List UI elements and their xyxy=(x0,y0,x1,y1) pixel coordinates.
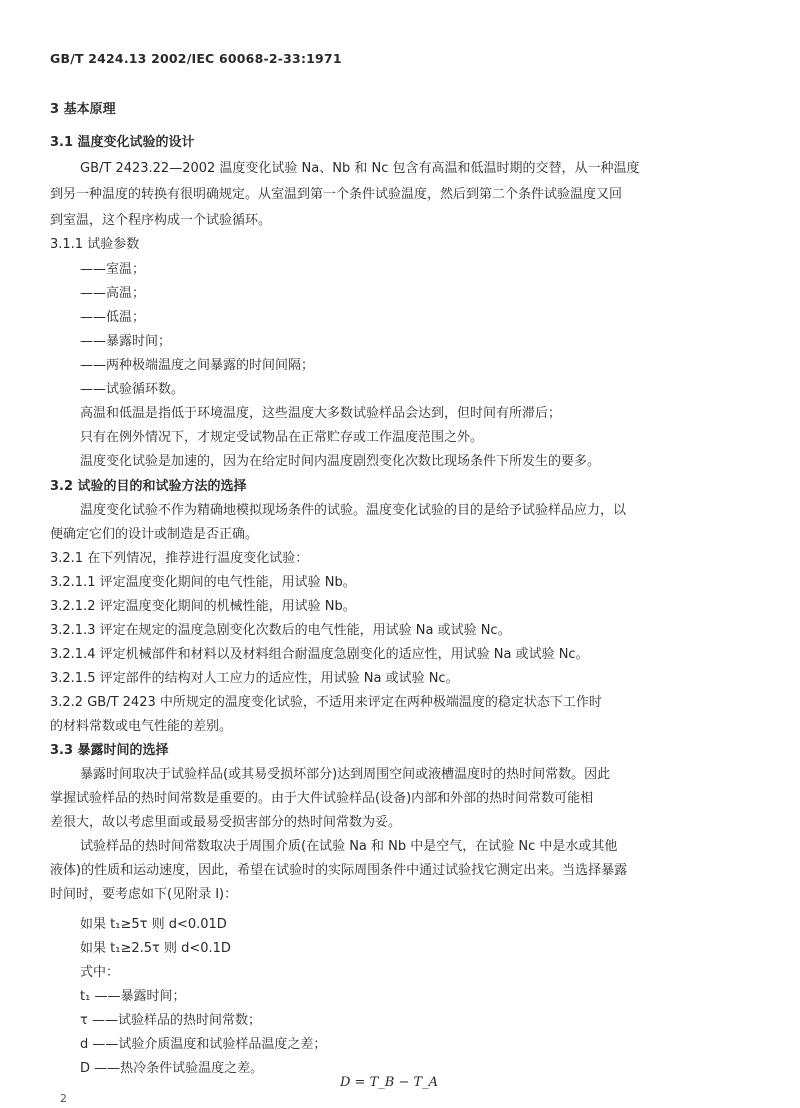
list-item: ——高温； xyxy=(80,286,146,301)
standard-header: GB/T 2424.13 2002/IEC 60068-2-33:1971 xyxy=(50,51,342,66)
condition-line: 如果 t₁≥5τ 则 d<0.01D xyxy=(80,917,227,932)
paragraph-line: 试验样品的热时间常数取决于周围介质(在试验 Na 和 Nb 中是空气，在试验 Nc 中是水或其他 xyxy=(80,839,618,854)
clause-heading: 3.1.1 试验参数 xyxy=(50,237,140,252)
clause-item: 3.2.1.2 评定温度变化期间的机械性能，用试验 Nb。 xyxy=(50,599,356,614)
symbol-definition: τ ——试验样品的热时间常数； xyxy=(80,1013,261,1028)
paragraph-line: 差很大，故以考虑里面或最易受损害部分的热时间常数为妥。 xyxy=(50,815,402,830)
symbol-definition: D ——热冷条件试验温度之差。 xyxy=(80,1061,264,1076)
paragraph-line: 高温和低温是指低于环境温度，这些温度大多数试验样品会达到，但时间有所滞后； xyxy=(80,406,562,421)
subsection-heading: 3.3 暴露时间的选择 xyxy=(50,743,169,758)
page-number: 2 xyxy=(60,1092,67,1105)
list-item: ——两种极端温度之间暴露的时间间隔； xyxy=(80,358,315,373)
clause-heading: 3.2.2 GB/T 2423 中所规定的温度变化试验，不适用来评定在两种极端温度的稳定状态下工作时 xyxy=(50,695,602,710)
paragraph-line: 到另一种温度的转换有很明确规定。从室温到第一个条件试验温度，然后到第二个条件试验温度又回 xyxy=(50,187,623,202)
paragraph-line: 到室温，这个程序构成一个试验循环。 xyxy=(50,213,272,228)
list-item: ——暴露时间； xyxy=(80,334,172,349)
clause-item: 3.2.1.3 评定在规定的温度急剧变化次数后的电气性能，用试验 Na 或试验 Nc。 xyxy=(50,623,511,638)
paragraph-line: 温度变化试验不作为精确地模拟现场条件的试验。温度变化试验的目的是给予试验样品应力，以 xyxy=(80,503,627,518)
paragraph-line: 便确定它们的设计或制造是否正确。 xyxy=(50,527,259,542)
paragraph-line: 只有在例外情况下，才规定受试物品在正常贮存或工作温度范围之外。 xyxy=(80,430,484,445)
paragraph-line: 温度变化试验是加速的，因为在给定时间内温度剧烈变化次数比现场条件下所发生的要多。 xyxy=(80,454,601,469)
subsection-heading: 3.2 试验的目的和试验方法的选择 xyxy=(50,479,247,494)
clause-heading: 3.2.1 在下列情况，推荐进行温度变化试验： xyxy=(50,551,309,566)
list-item: ——低温； xyxy=(80,310,146,325)
list-item: ——试验循环数。 xyxy=(80,382,185,397)
clause-item: 3.2.1.4 评定机械部件和材料以及材料组合耐温度急剧变化的适应性，用试验 Na 或试验 Nc。 xyxy=(50,647,589,662)
paragraph-line: 的材料常数或电气性能的差别。 xyxy=(50,719,233,734)
paragraph-line: 时间时，要考虑如下(见附录 I)： xyxy=(50,887,238,902)
subsection-heading: 3.1 温度变化试验的设计 xyxy=(50,135,195,150)
paragraph-line: 液体)的性质和运动速度，因此，希望在试验时的实际周围条件中通过试验找它测定出来。当选择暴露 xyxy=(50,863,628,878)
paragraph-line: 暴露时间取决于试验样品(或其易受损坏部分)达到周围空间或液槽温度时的热时间常数。因此 xyxy=(80,767,611,782)
clause-item: 3.2.1.1 评定温度变化期间的电气性能，用试验 Nb。 xyxy=(50,575,356,590)
where-label: 式中： xyxy=(80,965,120,980)
formula: D = T_B − T_A xyxy=(340,1075,439,1090)
condition-line: 如果 t₁≥2.5τ 则 d<0.1D xyxy=(80,941,231,956)
paragraph-line: GB/T 2423.22—2002 温度变化试验 Na、Nb 和 Nc 包含有高温和低温时期的交替，从一种温度 xyxy=(80,161,640,176)
symbol-definition: t₁ ——暴露时间； xyxy=(80,989,186,1004)
symbol-definition: d ——试验介质温度和试验样品温度之差； xyxy=(80,1037,327,1052)
section-heading: 3 基本原理 xyxy=(50,102,116,117)
clause-item: 3.2.1.5 评定部件的结构对人工应力的适应性，用试验 Na 或试验 Nc。 xyxy=(50,671,459,686)
list-item: ——室温； xyxy=(80,262,146,277)
paragraph-line: 掌握试验样品的热时间常数是重要的。由于大件试验样品(设备)内部和外部的热时间常数可能相 xyxy=(50,791,594,806)
